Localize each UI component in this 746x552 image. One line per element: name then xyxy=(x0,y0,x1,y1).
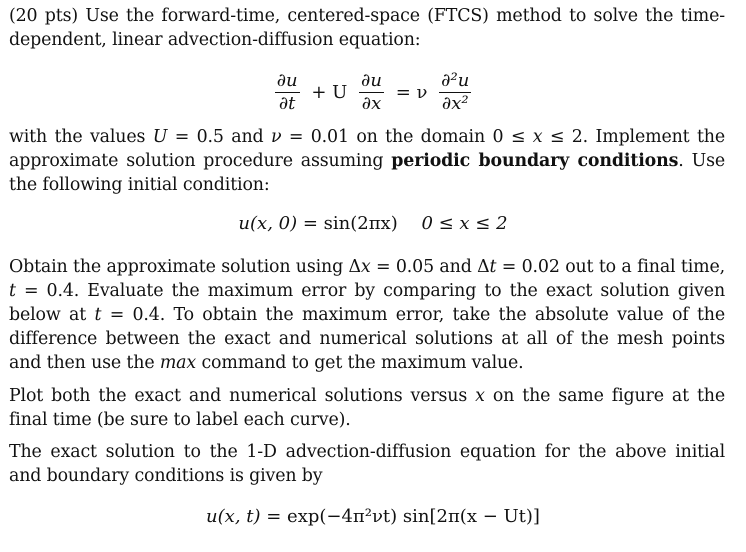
initial-condition-equation xyxy=(0,213,746,234)
dt-denominator: ∂t xyxy=(278,93,296,114)
du-numerator: ∂u xyxy=(276,70,298,91)
dx-denominator: ∂x xyxy=(361,93,382,114)
ic-rhs: = sin(2πx) xyxy=(302,213,398,234)
p3-text-f: command to get the maximum value. xyxy=(196,353,524,373)
p3-text-e: = 0.4. To obtain the maximum error, take the absolute value of the difference between the exact and numerical solutions at all of the mesh points and then use the xyxy=(9,305,725,373)
p2-var-x: x xyxy=(532,127,543,147)
parameters-paragraph xyxy=(9,125,725,197)
exact-rhs: = exp(−4π²νt) sin[2π(x − Ut)] xyxy=(266,506,540,527)
d2u-numerator: ∂²u xyxy=(441,70,470,91)
p2-text-b: = 0.5 and xyxy=(167,127,271,147)
exact-solution-paragraph xyxy=(9,440,725,488)
p3-text-a: Obtain the approximate solution using Δ xyxy=(9,257,361,277)
p4-text-b: on the same figure at the final time (be sure to label each curve). xyxy=(9,386,725,430)
intro-text: (20 pts) Use the forward-time, centered-space (FTCS) method to solve the time-dependent, linear advection-diffusion equation: xyxy=(9,6,725,50)
advection-diffusion-equation xyxy=(0,70,746,115)
p3-text-b: = 0.05 and Δ xyxy=(370,257,490,277)
exact-lhs: u(x, t) xyxy=(206,506,261,527)
intro-paragraph xyxy=(9,4,725,52)
p2-var-U: U xyxy=(152,127,168,147)
periodic-bc-bold: periodic boundary conditions xyxy=(391,151,679,171)
ic-domain: 0 ≤ x ≤ 2 xyxy=(421,213,508,234)
equals-nu-term: = ν xyxy=(395,82,428,103)
p2-text-c: = 0.01 on the domain 0 ≤ xyxy=(281,127,533,147)
p3-var-x: x xyxy=(360,257,371,277)
plot-paragraph xyxy=(9,384,725,432)
d2u-dx2-fraction xyxy=(439,70,471,115)
p3-var-t3: t xyxy=(94,305,102,325)
plus-u-term: + U xyxy=(311,82,348,103)
p3-var-t: t xyxy=(489,257,497,277)
p4-var-x: x xyxy=(475,386,485,406)
procedure-paragraph xyxy=(9,255,725,375)
du-dt-fraction xyxy=(275,70,300,115)
p3-var-t2: t xyxy=(9,281,16,301)
p2-var-nu: ν xyxy=(270,127,282,147)
dx2-denominator: ∂x² xyxy=(441,93,469,114)
p5-text: The exact solution to the 1-D advection-diffusion equation for the above initial and boundary conditions is given by xyxy=(9,442,725,486)
p2-text-d: ≤ 2. Implement the approximate solution procedure assuming xyxy=(9,127,725,171)
du-dx-fraction xyxy=(359,70,384,115)
p3-text-d: = 0.4. Evaluate the maximum error by comparing to the exact solution given below at xyxy=(9,281,725,325)
exact-solution-equation xyxy=(0,506,746,527)
p2-text-a: with the values xyxy=(9,127,153,147)
p4-text-a: Plot both the exact and numerical solutions versus xyxy=(9,386,476,406)
max-command: max xyxy=(159,353,197,373)
p3-text-c: = 0.02 out to a final time, xyxy=(496,257,725,277)
ic-lhs: u(x, 0) xyxy=(238,213,298,234)
du-numerator-2: ∂u xyxy=(361,70,382,91)
p2-text-e: . Use the following initial condition: xyxy=(9,151,725,195)
